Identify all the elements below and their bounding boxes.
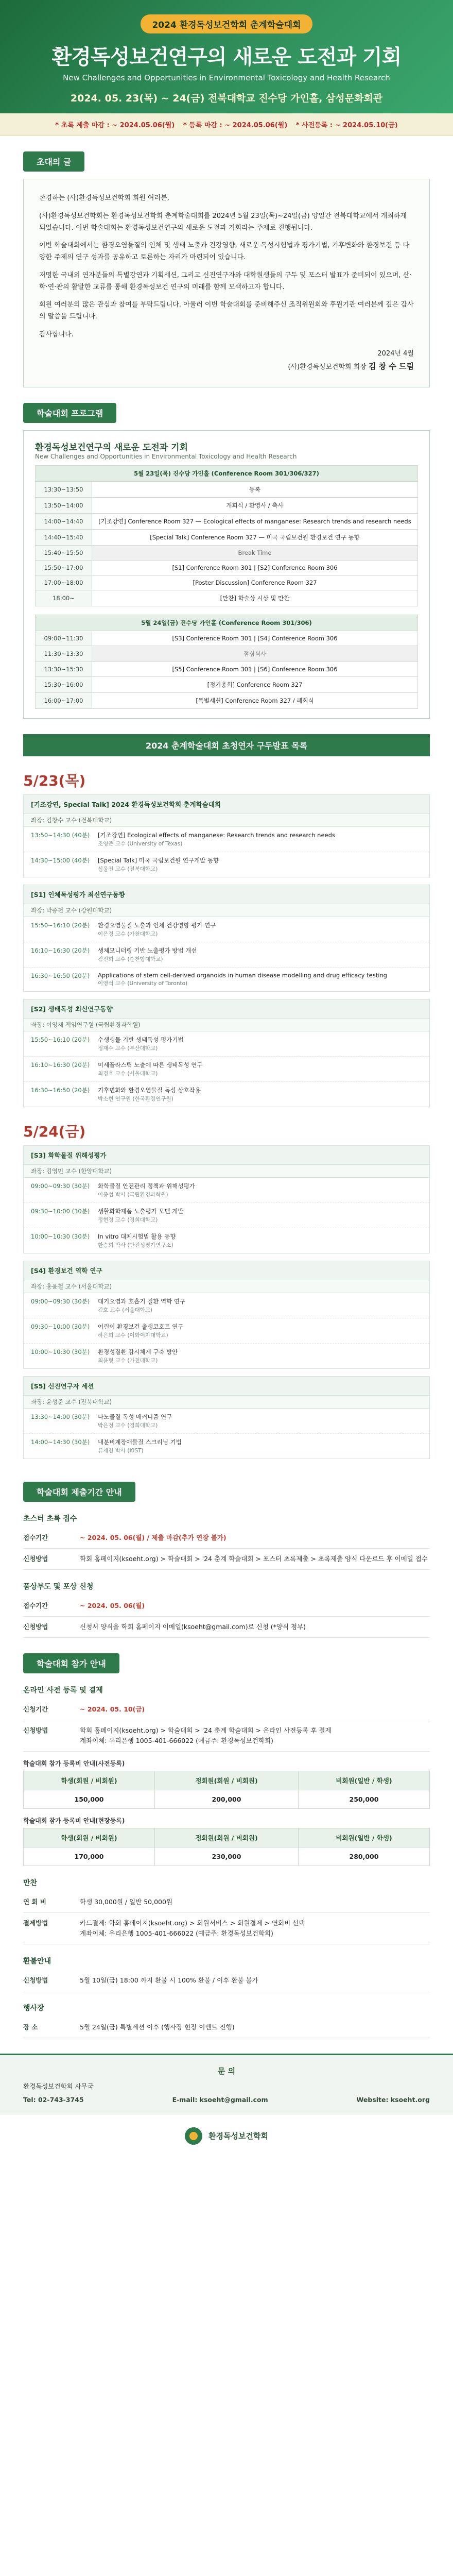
talk-speaker: 한승희 박사 (안전성평가연구소) — [98, 1242, 173, 1248]
talk-title: 수생생물 기반 생태독성 평가기법 — [98, 1036, 184, 1043]
deadline-abstract: * 초록 제출 마감 : ~ 2024.05.06(월) — [55, 122, 175, 129]
talk-speaker: 이은정 교수 (가천대학교) — [98, 931, 158, 937]
talk-content — [98, 1413, 422, 1429]
info-row — [23, 1970, 430, 1991]
invitation-paragraph: 저명한 국내외 연자분들의 특별강연과 기획세션, 그리고 신진연구자와 대학원생들의 구두 및 포스터 발표가 준비되어 있으며, 산·학·연·관의 활발한 교류를 통해 환경독성보건 연구의 미래를 함께 모색하고자 합니다. — [39, 271, 412, 291]
info-key: 신청방법 — [23, 1555, 48, 1563]
fee-value: 200,000 — [155, 1790, 299, 1809]
session-title: [S5] 신진연구자 세션 — [24, 1377, 429, 1396]
signature-name: 김 창 수 드림 — [368, 362, 414, 371]
talk-row — [24, 827, 429, 852]
program-day1-header: 5월 23일(목) 진수당 가인홀 (Conference Room 301/306/327) — [36, 466, 418, 482]
page-subtitle: New Challenges and Opportunities in Environmental Toxicology and Health Research — [63, 73, 390, 82]
banquet-subheading: 만찬 — [23, 1879, 38, 1887]
deadline-register: * 등록 마감 : ~ 2024.05.06(월) — [183, 122, 288, 129]
talk-row — [24, 1409, 429, 1434]
fee-table-pre — [23, 1771, 430, 1809]
info-value: 학회 홈페이지(ksoeht.org) > 학술대회 > '24 춘계 학술대회 > 포스터 초록제출 > 초록제출 양식 다운로드 후 이메일 접수 — [80, 1555, 428, 1563]
info-key: 신청방법 — [23, 1726, 48, 1734]
talk-row — [24, 1228, 429, 1253]
program-item: [정기총회] Conference Room 327 — [92, 677, 418, 693]
talk-row — [24, 917, 429, 942]
info-key: 접수기간 — [23, 1534, 48, 1541]
talk-speaker: 최윤형 교수 (가천대학교) — [98, 1358, 158, 1364]
program-time: 14:40~15:40 — [36, 530, 92, 546]
info-key: 접수기간 — [23, 1602, 48, 1609]
contact-org: 환경독성보건학회 사무국 — [23, 2082, 94, 2090]
session-title: [S3] 화학물질 위해성평가 — [24, 1146, 429, 1165]
fee-value: 150,000 — [24, 1790, 155, 1809]
program-table-day1 — [35, 465, 418, 606]
talk-title: [Special Talk] 미국 국립보건원 연구개발 동향 — [98, 857, 219, 864]
talk-title: 미세플라스틱 노출에 따른 생태독성 연구 — [98, 1061, 203, 1069]
day2-sessions — [23, 1145, 430, 1459]
session-title: [S1] 인체독성평가 최신연구동향 — [24, 885, 429, 904]
info-key: 신청방법 — [23, 1976, 48, 1984]
info-value: ~ 2024. 05. 06(월) — [80, 1602, 145, 1609]
info-key: 연 회 비 — [23, 1898, 46, 1906]
info-row — [23, 1549, 430, 1570]
talk-speaker: 이영석 교수 (University of Toronto) — [98, 980, 188, 987]
fee-header: 정회원(회원 / 비회원) — [155, 1771, 299, 1790]
fee-header: 학생(회원 / 비회원) — [24, 1771, 155, 1790]
session-title: [S4] 환경보건 역학 연구 — [24, 1261, 429, 1280]
fee-header: 학생(회원 / 비회원) — [24, 1828, 155, 1848]
signature-role: (사)환경독성보건학회 회장 — [288, 363, 367, 371]
fee-header: 비회원(일반 / 학생) — [298, 1771, 429, 1790]
info-value: 학회 홈페이지(ksoeht.org) > 학술대회 > '24 춘계 학술대회 > 온라인 사전등록 후 결제 계좌이체: 우리은행 1005-401-666022 (예금주: 환경독성보건학회) — [80, 1726, 332, 1744]
abstract-subheading: 초스터 초록 접수 — [23, 1515, 77, 1523]
deadline-bar — [0, 113, 453, 136]
talk-content — [98, 1182, 422, 1198]
talk-speaker: 이종섭 박사 (국립환경과학원) — [98, 1192, 168, 1198]
program-time: 11:30~13:30 — [36, 646, 92, 662]
program-box — [23, 430, 430, 719]
talk-time: 16:10~16:30 (20분) — [31, 947, 90, 954]
talk-content — [98, 1438, 422, 1454]
info-row — [23, 1720, 430, 1752]
registration-subheading: 온라인 사전 등록 및 결제 — [23, 1686, 103, 1694]
info-key: 결제방법 — [23, 1919, 48, 1927]
talk-title: 어린이 환경보건 출생코호트 연구 — [98, 1323, 184, 1330]
talk-title: 기후변화와 환경오염물질 독성 상호작용 — [98, 1087, 201, 1094]
talk-time: 09:30~10:00 (30분) — [31, 1208, 90, 1215]
talk-row — [24, 852, 429, 877]
program-time: 13:50~14:00 — [36, 498, 92, 514]
submission-heading: 학술대회 제출기간 안내 — [23, 1482, 135, 1502]
program-title: 환경독성보건연구의 새로운 도전과 기회 — [35, 443, 188, 453]
program-item: [S5] Conference Room 301 | [S6] Conference Room 306 — [92, 662, 418, 677]
talk-time: 14:30~15:00 (40분) — [31, 857, 90, 864]
program-item: [Poster Discussion] Conference Room 327 — [92, 575, 418, 590]
program-time: 13:30~13:50 — [36, 482, 92, 498]
refund-subheading: 환불안내 — [23, 1957, 51, 1965]
program-item: 개회식 / 환영사 / 축사 — [92, 498, 418, 514]
talk-title: 환경성질환 감시체계 구축 방안 — [98, 1348, 178, 1355]
info-row — [23, 1617, 430, 1638]
info-row — [23, 1596, 430, 1617]
session-block — [23, 1145, 430, 1253]
session-chair: 좌장: 박종천 교수 (강원대학교) — [24, 904, 429, 917]
talk-time: 15:50~16:10 (20분) — [31, 1036, 90, 1043]
talk-content — [98, 1086, 422, 1103]
registration-heading: 학술대회 참가 안내 — [23, 1653, 119, 1673]
venue-subheading: 행사장 — [23, 2004, 44, 2012]
program-time: 18:00~ — [36, 590, 92, 606]
talk-content — [98, 1061, 422, 1077]
talk-content — [98, 972, 422, 987]
session-chair: 좌장: 김창수 교수 (전북대학교) — [24, 814, 429, 827]
signature — [39, 348, 414, 374]
talk-time: 10:00~10:30 (30분) — [31, 1348, 90, 1355]
contact-line — [23, 2096, 430, 2104]
fee-value: 280,000 — [298, 1848, 429, 1866]
invitation-paragraph: 존경하는 (사)환경독성보건학회 회원 여러분, — [39, 194, 169, 202]
info-row — [23, 1913, 430, 1944]
info-value: 카드결제: 학회 홈페이지(ksoeht.org) > 회원서비스 > 회원결제 > 연회비 선택 계좌이체: 우리은행 1005-401-666022 (예금주: 환경독성보건학회) — [80, 1919, 305, 1937]
talk-row — [24, 942, 429, 968]
contact-tel: Tel: 02-743-3745 — [23, 2096, 84, 2104]
schedule-section — [0, 734, 453, 1459]
program-time: 15:30~16:00 — [36, 677, 92, 693]
award-subheading: 품상부도 및 포상 신청 — [23, 1583, 94, 1591]
day2-label: 5/24(금) — [23, 1123, 86, 1140]
fee-value: 250,000 — [298, 1790, 429, 1809]
fee-caption-onsite: 학술대회 참가 등록비 안내(현장등록) — [23, 1817, 125, 1824]
info-row — [23, 1528, 430, 1549]
talk-speaker: 최경호 교수 (서울대학교) — [98, 1071, 158, 1077]
info-section — [0, 1466, 453, 2038]
talk-row — [24, 1318, 429, 1344]
talk-speaker: 김진희 교수 (순천향대학교) — [98, 956, 163, 962]
day1-sessions — [23, 794, 430, 1107]
contact-section — [0, 2054, 453, 2114]
program-time: 15:40~15:50 — [36, 546, 92, 561]
event-pill: 2024 환경독성보건학회 춘계학술대회 — [141, 14, 312, 33]
talk-time: 10:00~10:30 (30분) — [31, 1233, 90, 1240]
program-item: 점심식사 — [92, 646, 418, 662]
program-item: [S3] Conference Room 301 | [S4] Conference Room 306 — [92, 631, 418, 646]
session-chair: 좌장: 이영재 책임연구원 (국립환경과학원) — [24, 1019, 429, 1031]
talk-time: 13:50~14:30 (40분) — [31, 832, 90, 839]
talk-row — [24, 1203, 429, 1228]
talk-title: 환경오염물질 노출과 인체 건강영향 평가 연구 — [98, 922, 216, 929]
footer — [0, 2114, 453, 2157]
talk-row — [24, 1178, 429, 1203]
session-block — [23, 794, 430, 877]
talk-content — [98, 921, 422, 938]
talk-time: 16:10~16:30 (20분) — [31, 1061, 90, 1069]
hero-banner — [0, 0, 453, 113]
fee-value: 230,000 — [155, 1848, 299, 1866]
session-block — [23, 885, 430, 992]
talk-title: 내분비계장애물질 스크리닝 기법 — [98, 1438, 182, 1446]
info-value: 5월 10일(금) 18:00 까지 환불 시 100% 환불 / 이후 환불 불가 — [80, 1976, 258, 1984]
session-block — [23, 1261, 430, 1369]
talk-speaker: 하은희 교수 (이화여자대학교) — [98, 1332, 168, 1338]
deadline-preregister: * 사전등록 : ~ 2024.05.10(금) — [295, 122, 398, 129]
talk-content — [98, 1036, 422, 1052]
talk-title: In vitro 대체시험법 활용 동향 — [98, 1233, 176, 1240]
talk-content — [98, 1297, 422, 1314]
invitation-paragraph: 회원 여러분의 많은 관심과 참여를 부탁드립니다. 아울러 이번 학술대회를 준비해주신 조직위원회와 후원기관 여러분께 깊은 감사의 말씀을 드립니다. — [39, 301, 414, 320]
info-value: ~ 2024. 05. 10(금) — [80, 1705, 145, 1713]
program-item: Break Time — [92, 546, 418, 561]
session-chair: 좌장: 김영민 교수 (한양대학교) — [24, 1165, 429, 1178]
fee-header: 비회원(일반 / 학생) — [298, 1828, 429, 1848]
talk-row — [24, 1344, 429, 1368]
invitation-box — [23, 179, 430, 387]
invitation-paragraph: 이번 학술대회에서는 환경오염물질의 인체 및 생태 노출과 건강영향, 새로운 독성시험법과 평가기법, 기후변화와 환경보건 등 다양한 주제의 연구 성과를 공유하고 토론하는 자리가 마련되어 있습니다. — [39, 242, 410, 261]
program-item: [Special Talk] Conference Room 327 — 미국 국립보건원 환경보건 연구 동향 — [92, 530, 418, 546]
fee-header: 정회원(회원 / 비회원) — [155, 1828, 299, 1848]
talk-speaker: 심윤진 교수 (전북대학교) — [98, 866, 158, 872]
program-table-day2 — [35, 615, 418, 709]
program-item: 등록 — [92, 482, 418, 498]
program-time: 09:00~11:30 — [36, 631, 92, 646]
talk-speaker: 조영준 교수 (University of Texas) — [98, 841, 183, 847]
talk-time: 13:30~14:00 (30분) — [31, 1413, 90, 1420]
talk-row — [24, 1293, 429, 1318]
invitation-heading: 초대의 글 — [23, 151, 84, 172]
signature-date: 2024년 4월 — [377, 349, 414, 358]
talk-row — [24, 1082, 429, 1107]
info-row — [23, 1892, 430, 1913]
info-value: 5월 24일(금) 특별세션 이후 (행사장 현장 이벤트 진행) — [80, 2023, 235, 2031]
talk-title: 생체모니터링 기반 노출평가 방법 개선 — [98, 947, 197, 954]
footer-society-name: 환경독성보건학회 — [208, 2131, 268, 2141]
talk-row — [24, 968, 429, 991]
talk-speaker: 김호 교수 (서울대학교) — [98, 1307, 153, 1313]
program-item: [특별세션] Conference Room 327 / 폐회식 — [92, 693, 418, 709]
talk-content — [98, 1232, 422, 1249]
program-time: 15:50~17:00 — [36, 561, 92, 575]
talk-title: 대기오염과 호흡기 질환 역학 연구 — [98, 1298, 186, 1305]
talk-title: 생활화학제품 노출평가 모델 개발 — [98, 1208, 184, 1215]
program-subtitle: New Challenges and Opportunities in Environmental Toxicology and Health Research — [35, 453, 297, 460]
talk-content — [98, 1207, 422, 1224]
session-chair: 좌장: 윤성준 교수 (전북대학교) — [24, 1396, 429, 1409]
talk-time: 15:50~16:10 (20분) — [31, 922, 90, 929]
invitation-paragraph: 감사합니다. — [39, 330, 74, 338]
talk-speaker: 박소현 연구원 (한국환경연구원) — [98, 1096, 173, 1102]
program-section — [0, 387, 453, 719]
talk-speaker: 정재수 교수 (부산대학교) — [98, 1045, 158, 1052]
talk-content — [98, 1323, 422, 1339]
info-value: 신청서 양식을 학회 홈페이지 이메일(ksoeht@gmail.com)로 신청 (*양식 첨부) — [80, 1623, 306, 1631]
event-date: 2024. 05. 23(목) ~ 24(금) 전북대학교 진수당 가인홀, 삼성문화회관 — [70, 93, 383, 104]
talk-title: 나노물질 독성 메커니즘 연구 — [98, 1413, 172, 1420]
talk-row — [24, 1057, 429, 1082]
invitation-paragraph: (사)환경독성보건학회는 환경독성보건학회 춘계학술대회를 2024년 5월 23일(목)~24일(금) 양일간 전북대학교에서 개최하게 되었습니다. 이번 학술대회는 환경독성보건연구의 새로운 도전과 기회라는 주제로 진행됩니다. — [39, 212, 407, 232]
talk-time: 16:30~16:50 (20분) — [31, 972, 90, 979]
info-key: 신청기간 — [23, 1705, 48, 1713]
talk-content — [98, 831, 422, 848]
program-heading: 학술대회 프로그램 — [23, 403, 116, 423]
talk-time: 14:00~14:30 (30분) — [31, 1438, 90, 1446]
program-item: [S1] Conference Room 301 | [S2] Conference Room 306 — [92, 561, 418, 575]
session-block — [23, 999, 430, 1107]
talk-content — [98, 946, 422, 963]
program-item: [기조강연] Conference Room 327 — Ecological effects of manganese: Research trends and research needs — [92, 514, 418, 530]
contact-email[interactable]: E-mail: ksoeht@gmail.com — [172, 2096, 268, 2104]
session-title: [기조강연, Special Talk] 2024 환경독성보건학회 춘계학술대회 — [24, 795, 429, 814]
page-title: 환경독성보건연구의 새로운 도전과 기회 — [51, 45, 402, 69]
fee-value: 170,000 — [24, 1848, 155, 1866]
info-key: 신청방법 — [23, 1623, 48, 1631]
talk-time: 09:00~09:30 (30분) — [31, 1182, 90, 1190]
talk-time: 09:30~10:00 (30분) — [31, 1323, 90, 1330]
day1-label: 5/23(목) — [23, 772, 86, 789]
talk-time: 16:30~16:50 (20분) — [31, 1087, 90, 1094]
fee-table-onsite — [23, 1828, 430, 1866]
session-title: [S2] 생태독성 최신연구동향 — [24, 999, 429, 1019]
society-logo-icon — [185, 2127, 202, 2145]
program-item: [만찬] 학술상 시상 및 만찬 — [92, 590, 418, 606]
talk-time: 09:00~09:30 (30분) — [31, 1298, 90, 1305]
program-time: 14:00~14:40 — [36, 514, 92, 530]
talk-speaker: 류재천 박사 (KIST) — [98, 1448, 144, 1454]
talk-title: Applications of stem cell-derived organoids in human disease modelling and drug efficacy testing — [98, 972, 387, 979]
contact-title: 문 의 — [217, 2066, 236, 2076]
program-day2-header: 5월 24일(금) 진수당 가인홀 (Conference Room 301/306) — [36, 615, 418, 631]
info-row — [23, 1699, 430, 1720]
info-value: ~ 2024. 05. 06(월) / 제출 마감(추가 연장 불가) — [80, 1534, 226, 1541]
session-chair: 좌장: 홍윤철 교수 (서울대학교) — [24, 1280, 429, 1293]
talk-title: [기조강연] Ecological effects of manganese: Research trends and research needs — [98, 832, 335, 839]
session-block — [23, 1376, 430, 1459]
talk-speaker: 박은정 교수 (경희대학교) — [98, 1422, 158, 1429]
info-value: 학생 30,000원 / 일반 50,000원 — [80, 1898, 173, 1906]
info-key: 장 소 — [23, 2023, 38, 2031]
program-time: 16:00~17:00 — [36, 693, 92, 709]
talk-title: 화학물질 안전관리 정책과 위해성평가 — [98, 1182, 195, 1190]
program-time: 17:00~18:00 — [36, 575, 92, 590]
fee-caption-pre: 학술대회 참가 등록비 안내(사전등록) — [23, 1760, 125, 1767]
talk-row — [24, 1031, 429, 1057]
talk-speaker: 정현경 교수 (경희대학교) — [98, 1217, 158, 1223]
talk-content — [98, 856, 422, 873]
schedule-heading: 2024 춘계학술대회 초청연자 구두발표 목록 — [23, 734, 430, 756]
contact-website[interactable]: Website: ksoeht.org — [356, 2096, 430, 2104]
info-row — [23, 2017, 430, 2038]
invitation-section — [0, 136, 453, 387]
talk-content — [98, 1348, 422, 1364]
talk-row — [24, 1434, 429, 1459]
program-time: 13:30~15:30 — [36, 662, 92, 677]
